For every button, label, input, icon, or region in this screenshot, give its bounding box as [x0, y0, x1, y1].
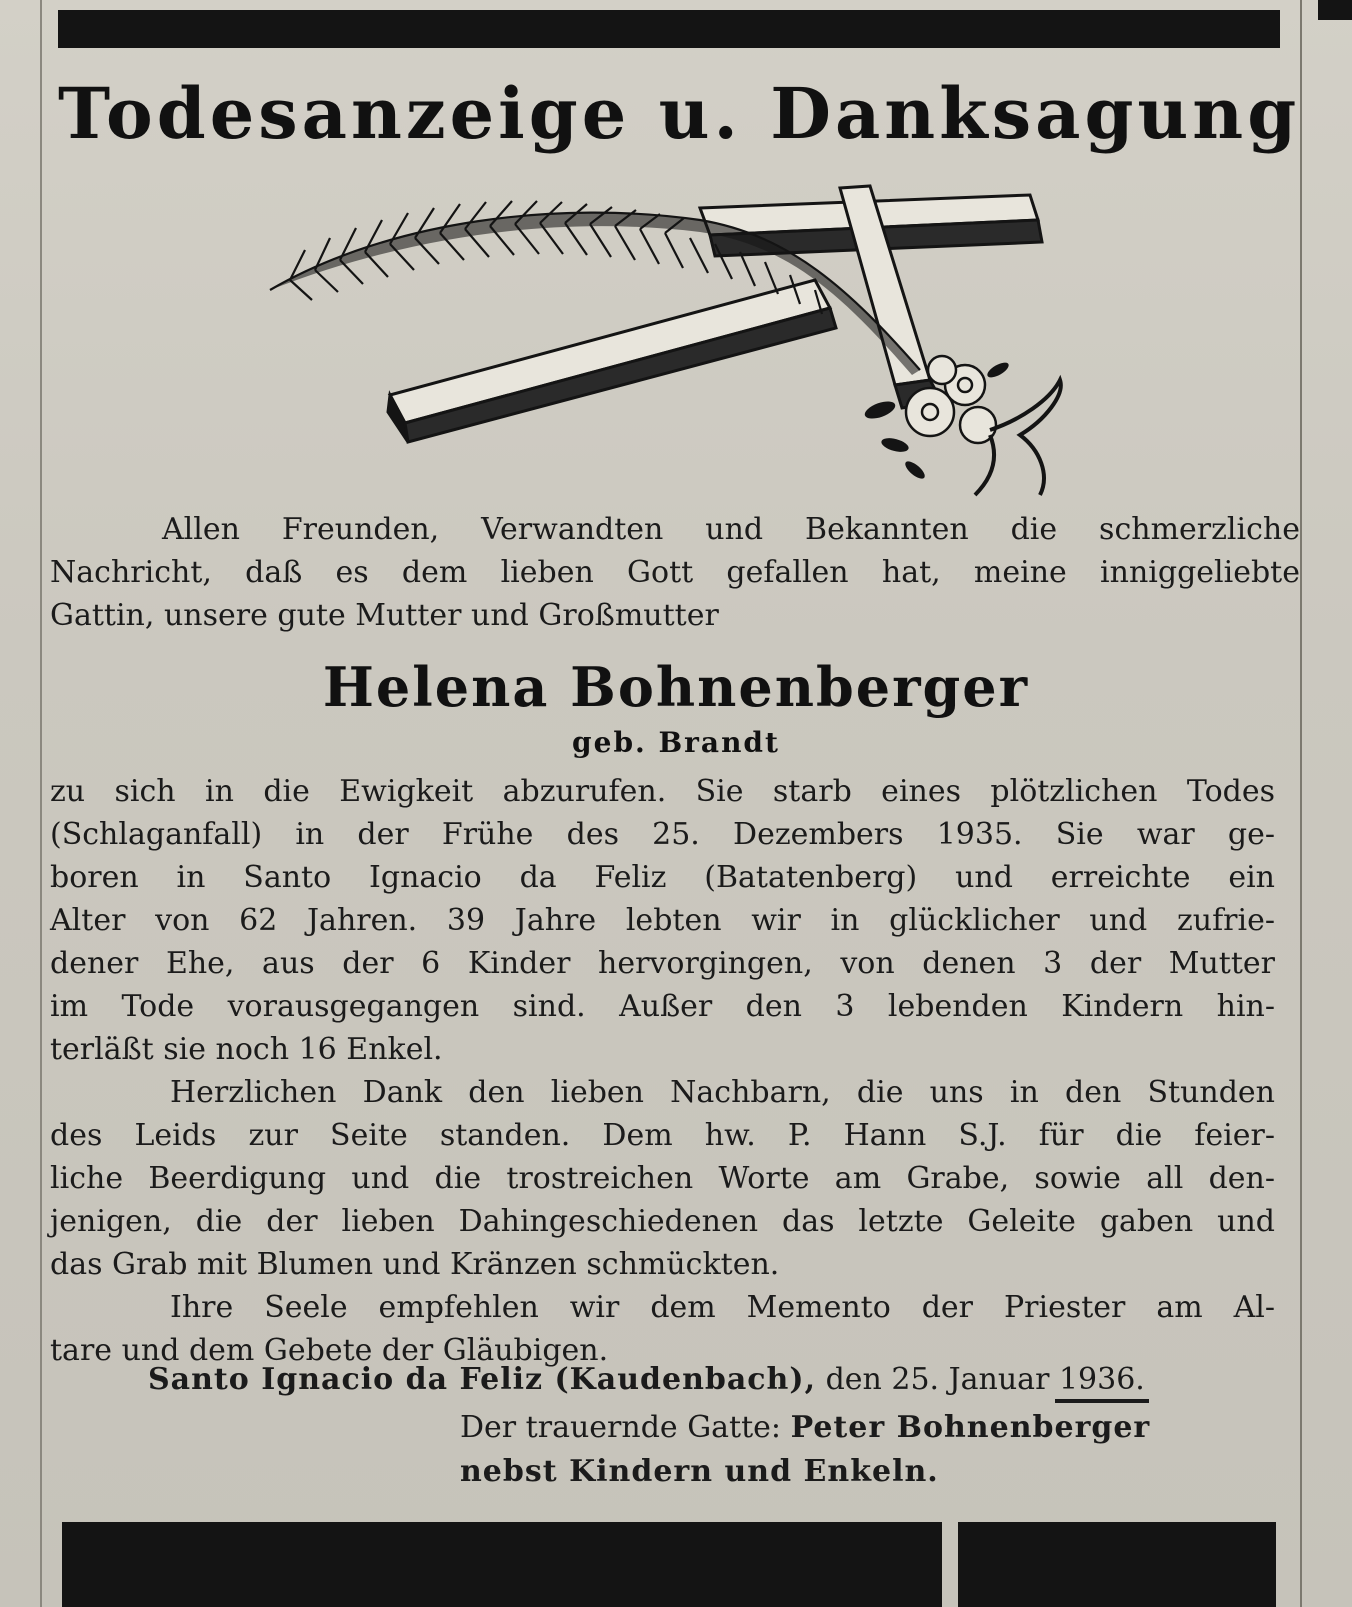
body-line: (Schlaganfall) in der Frühe des 25. Dezembers 1935. Sie war ge- [50, 817, 1275, 852]
signature-line [460, 1410, 1150, 1445]
intro-line: Allen Freunden, Verwandten und Bekannten die schmerzliche [162, 512, 1300, 547]
body-line: jenigen, die der lieben Dahingeschiedenen das letzte Geleite gaben und [50, 1204, 1275, 1239]
left-frame-line [40, 0, 42, 1607]
cross-palm-emblem-icon [230, 180, 1090, 510]
maiden-name: geb. Brandt [572, 726, 780, 759]
bottom-black-rule-left [62, 1522, 942, 1607]
place-and-date [148, 1362, 1283, 1397]
body-line: liche Beerdigung und die trostreichen Worte am Grabe, sowie all den- [50, 1161, 1275, 1196]
notice-body [50, 770, 1275, 1372]
place-name: Santo Ignacio da Feliz (Kaudenbach), [148, 1362, 817, 1397]
top-black-rule [58, 10, 1280, 48]
signature-label: Der trauernde Gatte: [460, 1410, 782, 1445]
body-line: Alter von 62 Jahren. 39 Jahre lebten wir in glücklicher und zufrie- [50, 903, 1275, 938]
signature-line-2: nebst Kindern und Enkeln. [460, 1454, 939, 1489]
body-line: das Grab mit Blumen und Kränzen schmückten. [50, 1247, 780, 1282]
notice-title: Todesanzeige u. Danksagung [58, 72, 1301, 155]
body-line: des Leids zur Seite standen. Dem hw. P. Hann S.J. für die feier- [50, 1118, 1275, 1153]
year-wrapper [1059, 1362, 1145, 1397]
signature-name: Peter Bohnenberger [790, 1410, 1151, 1445]
body-line: tare und dem Gebete der Gläubigen. [50, 1333, 609, 1368]
year-underline [1055, 1399, 1149, 1403]
body-line: boren in Santo Ignacio da Feliz (Batatenberg) und erreichte ein [50, 860, 1275, 895]
bottom-black-rule-right [958, 1522, 1276, 1607]
body-line: dener Ehe, aus der 6 Kinder hervorgingen, von denen 3 der Mutter [50, 946, 1275, 981]
body-line: Herzlichen Dank den lieben Nachbarn, die uns in den Stunden [170, 1075, 1275, 1110]
intro-line: Gattin, unsere gute Mutter und Großmutter [50, 598, 719, 633]
body-line: terläßt sie noch 16 Enkel. [50, 1032, 443, 1067]
right-frame-line [1300, 0, 1302, 1607]
intro-paragraph [50, 508, 1300, 637]
corner-ink-mark [1318, 0, 1352, 20]
intro-line: Nachricht, daß es dem lieben Gott gefallen hat, meine inniggeliebte [50, 555, 1300, 590]
deceased-name: Helena Bohnenberger [322, 655, 1030, 719]
year-text: 1936. [1058, 1362, 1145, 1397]
date-text: den 25. Januar [825, 1362, 1050, 1397]
body-line: zu sich in die Ewigkeit abzurufen. Sie starb eines plötzlichen Todes [50, 774, 1275, 809]
body-line: Ihre Seele empfehlen wir dem Memento der Priester am Al- [170, 1290, 1275, 1325]
body-line: im Tode vorausgegangen sind. Außer den 3 lebenden Kindern hin- [50, 989, 1275, 1024]
